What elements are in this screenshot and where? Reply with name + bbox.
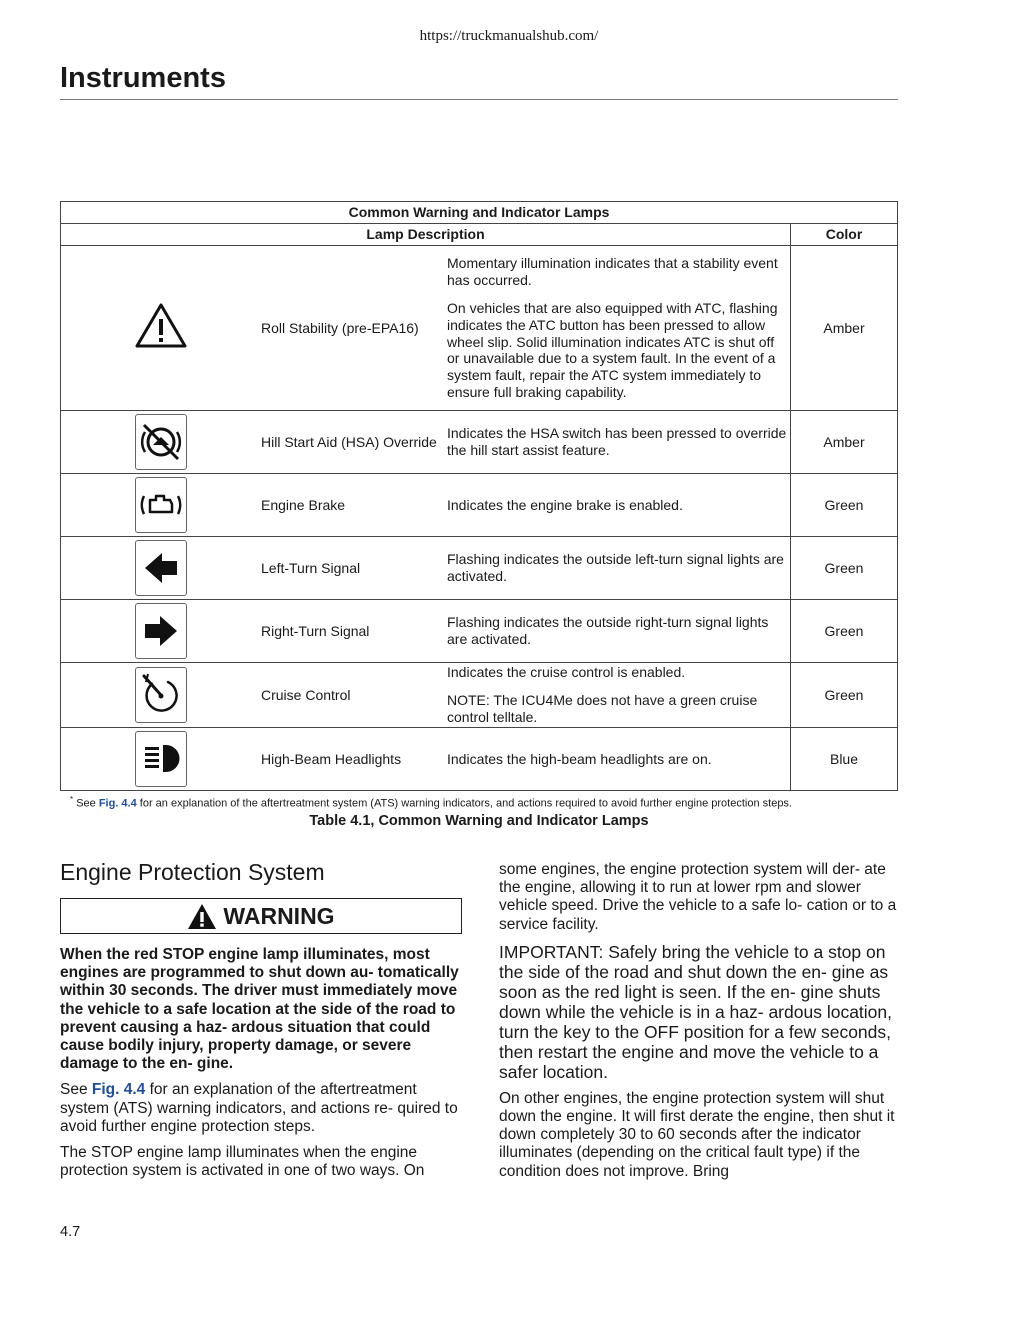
table-row: [61, 411, 898, 474]
table-row: [61, 663, 898, 728]
lamp-icon-cell: [61, 728, 262, 791]
lamp-color: Amber: [791, 411, 898, 474]
lamp-icon-cell: [61, 411, 262, 474]
left-column: [60, 858, 462, 1180]
lamp-description-text: NOTE: The ICU4Me does not have a green cruise control telltale.: [447, 692, 758, 725]
lamp-name: Left-Turn Signal: [261, 537, 447, 600]
lamp-name: Hill Start Aid (HSA) Override: [261, 411, 447, 474]
lamp-name: High-Beam Headlights: [261, 728, 447, 791]
lamp-description: [447, 246, 791, 411]
right-column: [499, 861, 899, 1181]
paragraph-text: See: [60, 1081, 92, 1099]
lamp-description: [447, 728, 791, 791]
source-url[interactable]: https://truckmanualshub.com/: [419, 28, 599, 44]
lamp-icon-cell: [61, 246, 262, 411]
lamp-icon-cell: [61, 474, 262, 537]
hill-start-aid-off-icon: [135, 414, 187, 470]
engine-brake-icon: [135, 477, 187, 533]
lamp-description-text: Indicates the engine brake is enabled.: [447, 496, 683, 513]
lamp-description: [447, 411, 791, 474]
lamp-description-text: Flashing indicates the outside left-turn signal lights are activated.: [447, 551, 784, 584]
warning-triangle-icon: [134, 302, 188, 354]
section-title: Instruments: [60, 62, 226, 94]
warning-lamps-table: [60, 201, 898, 791]
lamp-description-text: Indicates the cruise control is enabled.: [447, 664, 686, 681]
lamp-icon-cell: [61, 537, 262, 600]
high-beam-icon: [135, 731, 187, 787]
footnote-text: for an explanation of the aftertreatment system (ATS) warning indicators, and actions required to avoid further engine protection steps.: [136, 797, 792, 810]
lamp-description: [447, 537, 791, 600]
warning-text: When the red STOP engine lamp illuminates, most engines are programmed to shut down au- tomatically within 30 seconds. The driver must immediately move the vehicle to a safe location at the side of the road to prevent causing a haz- ardous situation that could cause bodily injury, property damage, or severe damage to the en- gine.: [60, 946, 459, 1073]
table-caption: Table 4.1, Common Warning and Indicator Lamps: [309, 813, 649, 829]
lamp-name: Cruise Control: [261, 663, 447, 728]
page-number: 4.7: [60, 1224, 81, 1240]
lamp-color: Blue: [791, 728, 898, 791]
table-row: [61, 246, 898, 411]
ats-reference-paragraph: [60, 1081, 462, 1136]
table-title-row: [61, 202, 898, 224]
table-title: Common Warning and Indicator Lamps: [61, 202, 898, 224]
lamp-color: Green: [791, 537, 898, 600]
fig-4-4-link[interactable]: Fig. 4.4: [98, 797, 137, 810]
derate-paragraph: some engines, the engine protection system will der- ate the engine, allowing it to run at lower rpm and slower vehicle speed. Drive the vehicle to a safe lo- cation or to a service facility.: [499, 861, 897, 933]
table-row: [61, 600, 898, 663]
lamp-name: Right-Turn Signal: [261, 600, 447, 663]
lamp-icon-cell: [61, 663, 262, 728]
warning-banner: [60, 898, 462, 934]
important-notice: IMPORTANT: Safely bring the vehicle to a stop on the side of the road and shut down the en- gine as soon as the red light is seen. If the en- gine shuts down while the vehicle is in a haz- ardous location, turn the key to the OFF position for a few seconds, then restart the engine and move the vehicle to a safer location.: [499, 941, 892, 1082]
lamp-description: [447, 600, 791, 663]
lamp-description: [447, 663, 791, 728]
color-header: Color: [791, 224, 898, 246]
lamp-icon-cell: [61, 600, 262, 663]
left-arrow-icon: [135, 540, 187, 596]
lamp-color: Amber: [791, 246, 898, 411]
engine-protection-heading: Engine Protection System: [60, 859, 325, 885]
warning-triangle-icon: [187, 903, 223, 930]
lamp-description-text: Indicates the HSA switch has been pressed to override the hill start assist feature.: [447, 425, 787, 458]
lamp-description-text: Indicates the high-beam headlights are on.: [447, 750, 712, 767]
paragraph-text: for an explanation of the aftertreatment system (ATS) warning indicators, and actions re- quired to avoid further engine protection steps.: [60, 1081, 458, 1135]
footnote-text: See: [76, 797, 99, 810]
shutdown-paragraph: On other engines, the engine protection system will shut down the engine. It will first derate the engine, then shut it down completely 30 to 60 seconds after the indicator illuminates (depending on the critical fault type) if the condition does not improve. Bring: [499, 1089, 895, 1180]
cruise-control-icon: [135, 667, 187, 723]
lamp-description-text: Flashing indicates the outside right-turn signal lights are activated.: [447, 614, 769, 647]
lamp-color: Green: [791, 600, 898, 663]
stop-lamp-paragraph: The STOP engine lamp illuminates when the engine protection system is activated in one of two ways. On: [60, 1144, 425, 1180]
lamp-name: Engine Brake: [261, 474, 447, 537]
footnote-marker: *: [70, 795, 74, 804]
table-row: [61, 537, 898, 600]
table-header-row: [61, 224, 898, 246]
right-arrow-icon: [135, 603, 187, 659]
table-row: [61, 728, 898, 791]
title-divider: [60, 99, 898, 100]
lamp-name: Roll Stability (pre-EPA16): [261, 246, 447, 411]
table-row: [61, 474, 898, 537]
warning-label: WARNING: [223, 902, 335, 929]
table-footnote: [70, 795, 792, 810]
lamp-description-text: Momentary illumination indicates that a stability event has occurred.: [447, 255, 778, 289]
fig-4-4-link[interactable]: Fig. 4.4: [91, 1081, 146, 1099]
lamp-color: Green: [791, 474, 898, 537]
lamp-color: Green: [791, 663, 898, 728]
lamp-description: [447, 474, 791, 537]
lamp-description-header: Lamp Description: [61, 224, 791, 246]
lamp-description-text: On vehicles that are also equipped with ATC, flashing indicates the ATC button has been pressed to allow wheel slip. Solid illumination indicates ATC is shut off or unavailable due to a system fault. In the event of a system fault, repair the ATC system immediately to ensure full braking capability.: [447, 299, 778, 400]
